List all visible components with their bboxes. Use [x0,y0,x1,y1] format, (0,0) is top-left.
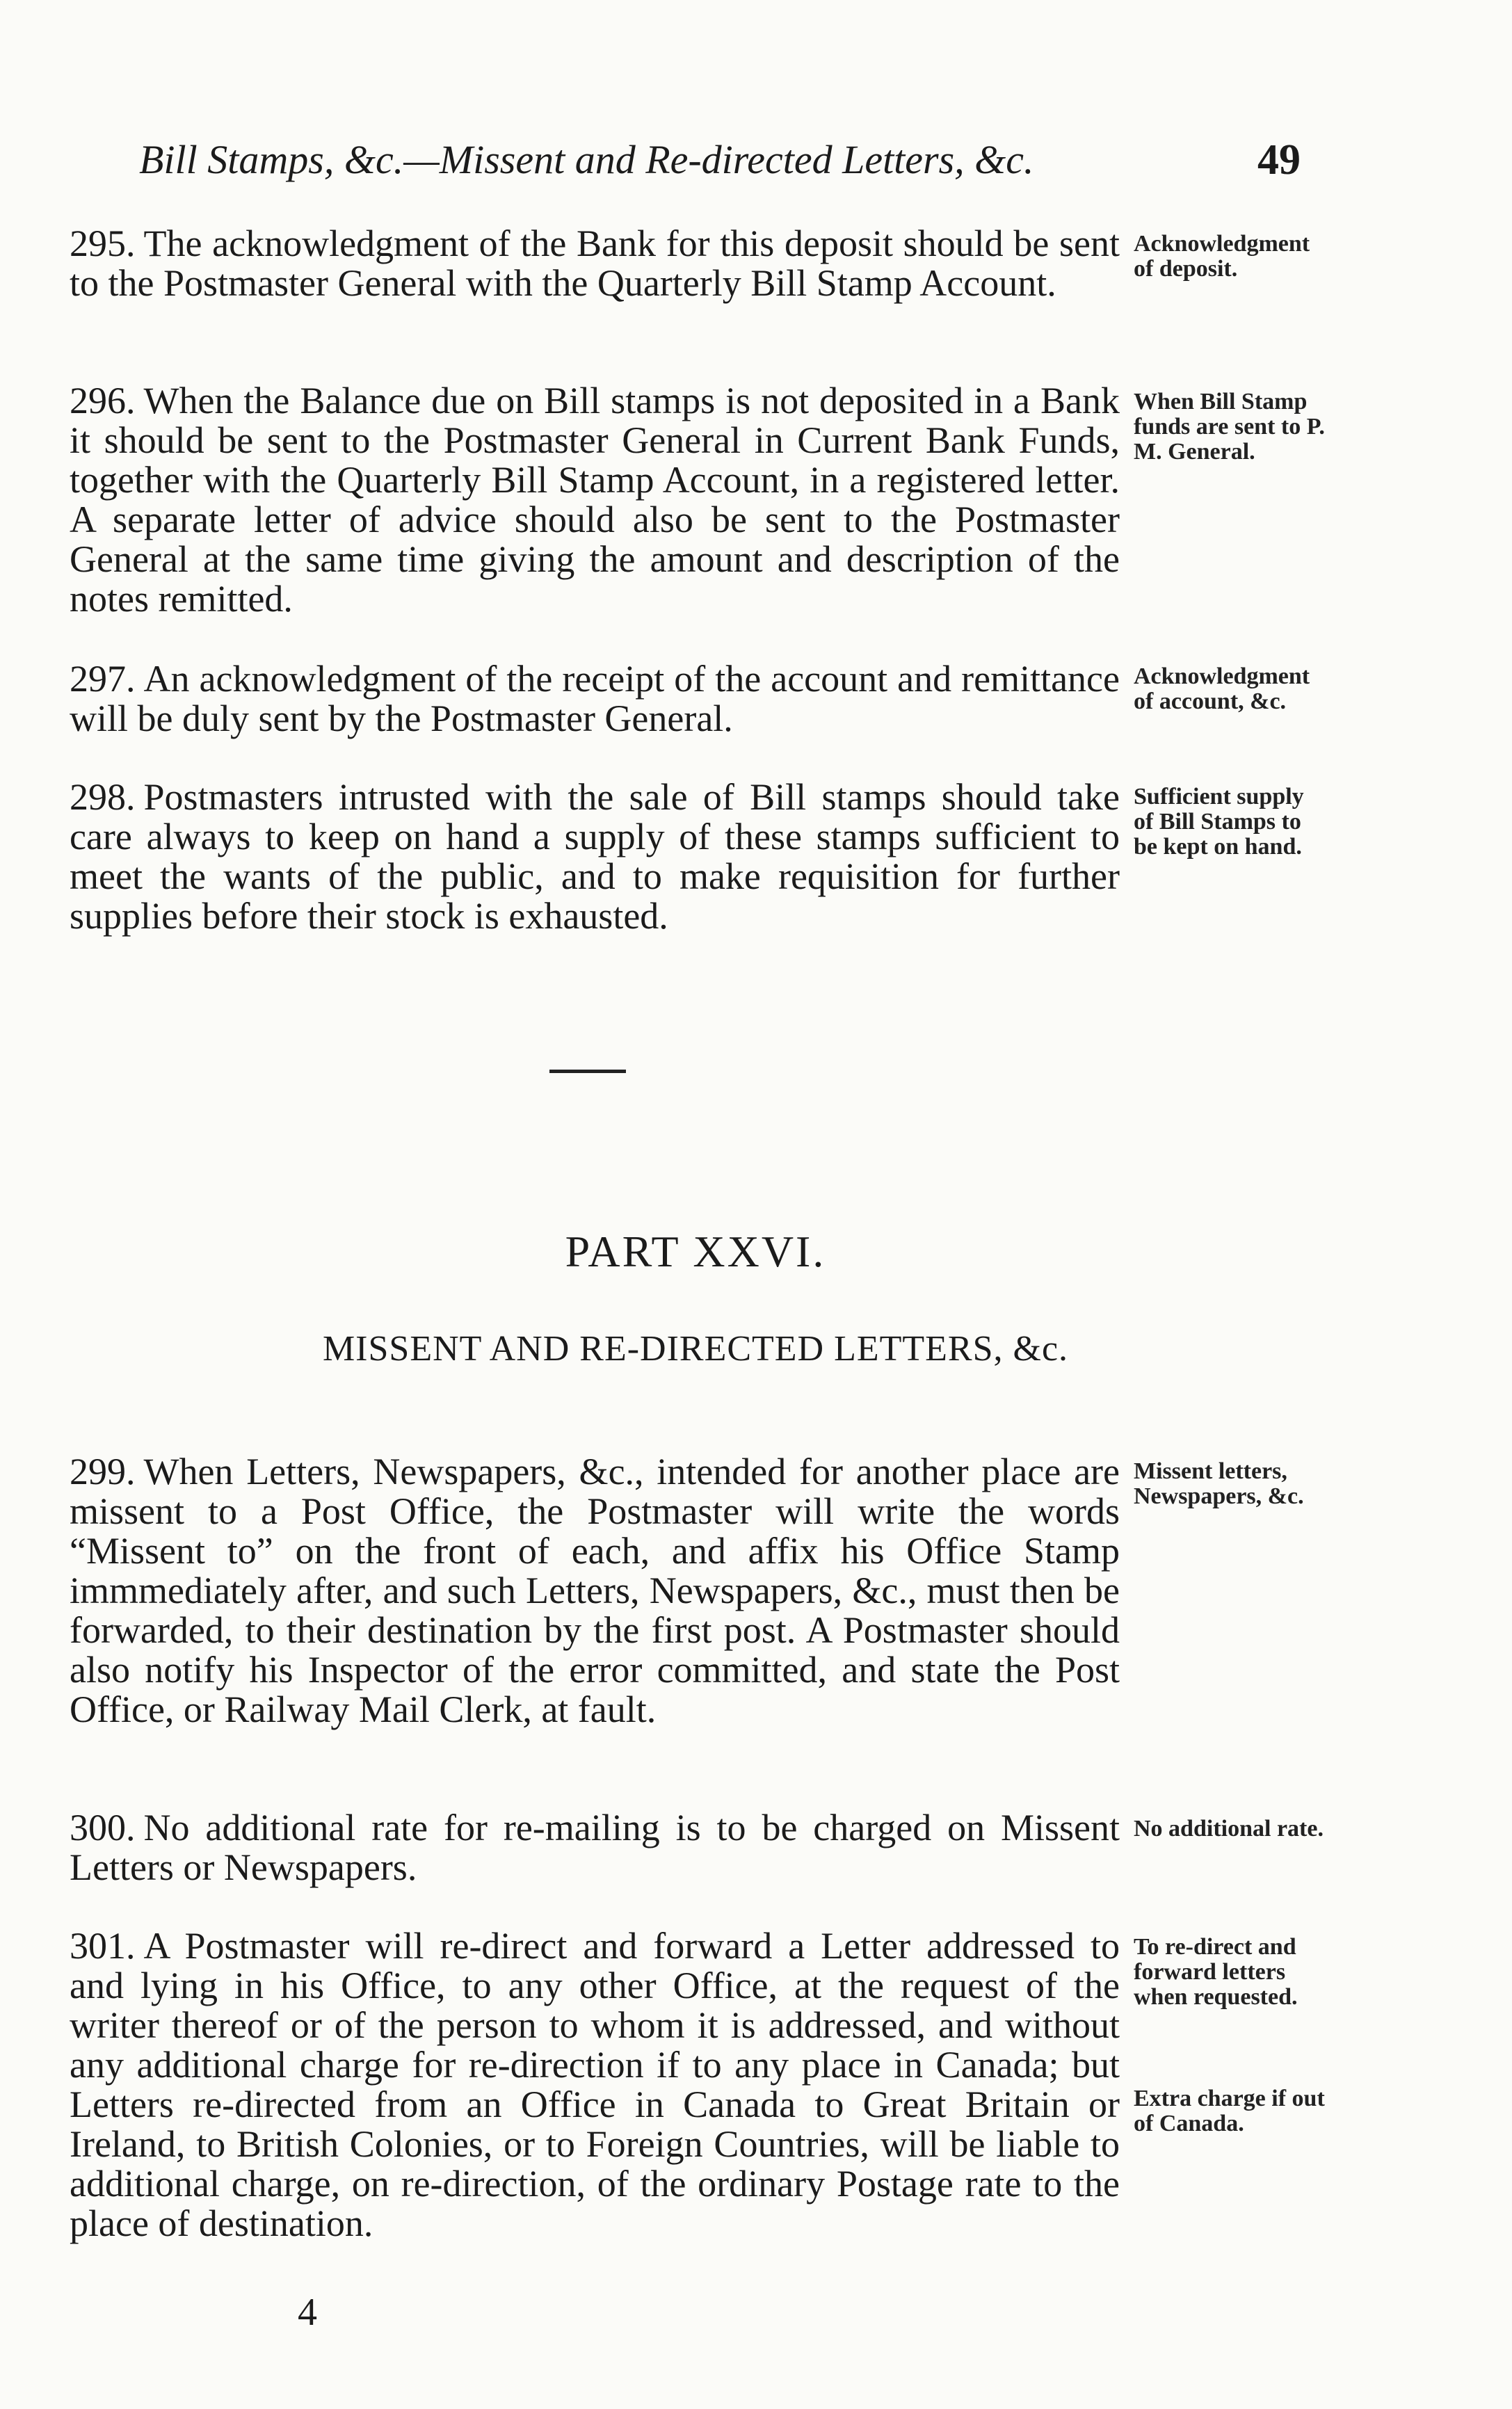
paragraph-number: 298. [70,776,136,818]
section-heading: MISSENT AND RE-DIRECTED LETTERS, &c. [322,1329,1069,1369]
paragraph-number: 297. [70,658,136,700]
paragraph-text: When Letters, Newspapers, &c., intended for another place are missent to a Post Office, the Postmaster will write the words “Missent to” on the front of each, and affix his Office Stamp immmediately after, and such Letters, Newspapers, &c., must then be forwarded, to their destination by the first post. A Postmaster should also notify his Inspector of the error committed, and state the Post Office, or Railway Mail Clerk, at fault. [70,1451,1120,1730]
paragraph-300 [70,1808,1120,1887]
paragraph-text: When the Balance due on Bill stamps is not deposited in a Bank it should be sent to the Postmaster General in Current Bank Funds, together with the Quarterly Bill Stamp Account, in a registered letter. A separate letter of advice should also be sent to the Postmaster General at the same time giving the amount and description of the notes remitted. [70,380,1120,620]
signature-mark: 4 [298,2291,317,2334]
running-head [139,132,1301,195]
paragraph-295 [70,224,1120,303]
paragraph-number: 296. [70,380,136,421]
margin-note-301: To re-direct and forward letters when requested. [1134,1934,1298,2010]
paragraph-number: 301. [70,1925,136,1967]
paragraph-text: A Postmaster will re-direct and forward a Letter addressed to and lying in his Office, to any other Office, at the request of the writer thereof or of the person to whom it is addressed, and without any additional charge for re-direction if to any place in Canada; but Letters re-directed from an Office in Canada to Great Britain or Ireland, to British Colonies, or to Foreign Countries, will be liable to additional charge, on re-direction, of the ordinary Postage rate to the place of destination. [70,1925,1120,2244]
paragraph-text: The acknowledgment of the Bank for this deposit should be sent to the Postmaster General with the Quarterly Bill Stamp Account. [70,223,1120,304]
paragraph-text: No additional rate for re-mailing is to be charged on Missent Letters or Newspapers. [70,1807,1120,1888]
paragraph-298 [70,778,1120,936]
margin-note-297: Acknowledgment of account, &c. [1134,663,1310,714]
margin-note-295: Acknowledgment of deposit. [1134,231,1310,282]
paragraph-297 [70,659,1120,739]
margin-note-296: When Bill Stamp funds are sent to P. M. General. [1134,389,1325,465]
margin-note-301-extra: Extra charge if out of Canada. [1134,2086,1325,2136]
page-number: 49 [1257,136,1301,184]
margin-note-299: Missent letters, Newspapers, &c. [1134,1458,1304,1509]
paragraph-text: An acknowledgment of the receipt of the account and remittance will be duly sent by the Postmaster General. [70,658,1120,739]
paragraph-number: 300. [70,1807,136,1848]
margin-note-298: Sufficient supply of Bill Stamps to be kept on hand. [1134,784,1304,860]
paragraph-number: 295. [70,223,136,264]
part-heading: PART XXVI. [565,1227,826,1276]
paragraph-301 [70,1926,1120,2243]
paragraph-number: 299. [70,1451,136,1492]
margin-note-300: No additional rate. [1134,1816,1324,1842]
section-divider [549,1070,626,1073]
paragraph-299 [70,1452,1120,1730]
running-title: Bill Stamps, &c.—Missent and Re-directed Letters, &c. [139,137,1034,182]
paragraph-text: Postmasters intrusted with the sale of Bill stamps should take care always to keep on hand a supply of these stamps sufficient to meet the wants of the public, and to make requisition for further supplies before their stock is exhausted. [70,776,1120,937]
paragraph-296 [70,381,1120,619]
